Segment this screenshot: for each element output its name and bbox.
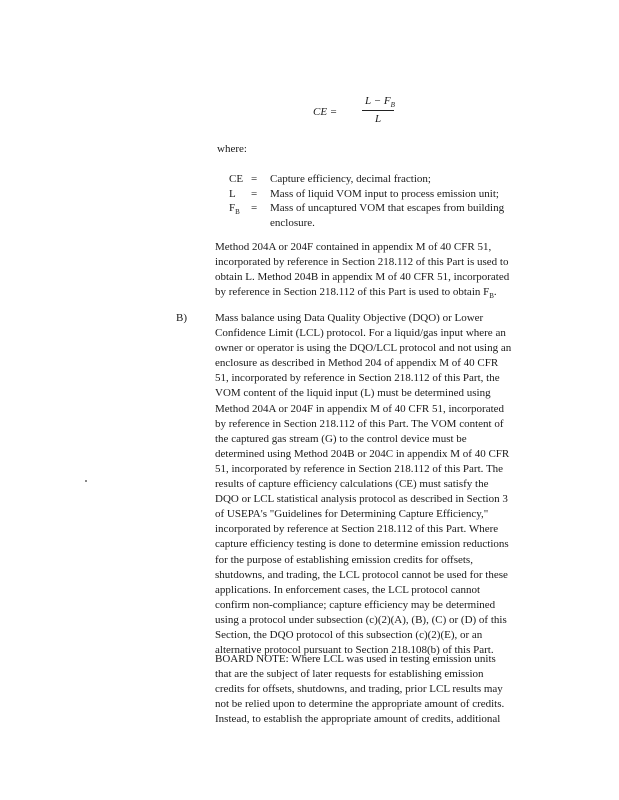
section-line: 51, incorporated by reference in Section 218.112 of this Part. The — [215, 462, 504, 475]
definition-text: Mass of uncaptured VOM that escapes from building — [270, 202, 505, 215]
definition-text: Capture efficiency, decimal fraction; — [270, 173, 431, 185]
definition-equals: = — [251, 187, 258, 200]
definition-symbol — [229, 201, 253, 220]
section-label: B) — [176, 312, 187, 324]
board-note-line: BOARD NOTE: Where LCL was used in testing emission units — [215, 653, 496, 665]
section-line: Mass balance using Data Quality Objective (DQO) or Lower — [215, 312, 484, 324]
section-line: owner or operator is using the DQO/LCL protocol and not using an — [215, 342, 512, 355]
definition-continuation: enclosure. — [270, 216, 315, 229]
section-line: by reference in Section 218.112 of this Part. The VOM content of — [215, 417, 504, 430]
definition-symbol-subscript: B — [235, 208, 240, 217]
fraction-bar — [362, 110, 394, 111]
section-line: DQO or LCL statistical analysis protocol as described in Section 3 — [215, 493, 508, 506]
section-line: capture efficiency testing is done to determine emission reductions — [215, 538, 509, 551]
scan-speck — [85, 480, 87, 482]
section-line: enclosure as described in Method 204 of appendix M of 40 CFR — [215, 357, 499, 370]
definition-symbol: CE — [229, 173, 244, 185]
board-note-line: Instead, to establish the appropriate amount of credits, additional — [215, 713, 501, 726]
method-line-last — [215, 285, 509, 300]
section-line: applications. In enforcement cases, the LCL protocol cannot — [215, 583, 481, 596]
method-paragraph — [215, 240, 509, 300]
method-line: by reference in Section 218.112 of this Part is used to obtain F — [215, 286, 490, 299]
section-line: Method 204A or 204F in appendix M of 40 CFR 51, incorporated — [215, 402, 505, 415]
board-note-line: not be relied upon to determine the appropriate amount of credits. — [215, 698, 505, 711]
section-line: for the purpose of establishing emission credits for offsets, — [215, 553, 473, 566]
section-line: shutdowns, and trading, the LCL protocol cannot be used for these — [215, 568, 508, 581]
board-note — [215, 652, 504, 727]
definition-equals: = — [251, 173, 258, 185]
section-line: VOM content of the liquid input (L) must be determined using — [215, 387, 491, 400]
capture-efficiency-equation — [313, 95, 443, 135]
section-line: incorporated by reference at Section 218.112 of this Part. Where — [215, 523, 499, 536]
equation-lhs: CE = — [313, 106, 338, 118]
definition-equals: = — [251, 202, 258, 215]
section-line: of USEPA's "Guidelines for Determining Capture Efficiency," — [215, 508, 489, 521]
method-line: incorporated by reference in Section 218.112 of this Part is used to — [215, 256, 509, 269]
section-line: using a protocol under subsection (c)(2)(A), (B), (C) or (D) of this — [215, 613, 507, 626]
section-line: determined using Method 204B or 204C in appendix M of 40 CFR — [215, 447, 510, 460]
equation-numerator-subscript: B — [390, 101, 395, 110]
section-line: Section, the DQO protocol of this subsection (c)(2)(E), or an — [215, 628, 483, 641]
method-line: Method 204A or 204F contained in appendix M of 40 CFR 51, — [215, 241, 492, 253]
definition-symbol: L — [229, 187, 236, 200]
section-line: Confidence Limit (LCL) protocol. For a liquid/gas input where an — [215, 327, 506, 340]
section-paragraph — [215, 311, 511, 658]
section-line: confirm non-compliance; capture efficiency may be determined — [215, 598, 496, 611]
section-line: alternative protocol pursuant to Section 218.108(b) of this Part. — [215, 644, 494, 657]
equation-numerator-text: L − F — [365, 95, 391, 107]
method-line: obtain L. Method 204B in appendix M of 40 CFR 51, incorporated — [215, 271, 510, 284]
definition-text: Mass of liquid VOM input to process emission unit; — [270, 187, 499, 200]
section-line: 51, incorporated by reference in Section 218.112 of this Part, the — [215, 372, 500, 385]
equation-denominator: L — [375, 113, 382, 125]
equation-numerator — [365, 95, 395, 109]
definition-symbol-base: F — [229, 202, 236, 215]
section-line: results of capture efficiency calculations (CE) must satisfy the — [215, 478, 489, 491]
section-line: the captured gas stream (G) to the control device must be — [215, 432, 467, 445]
board-note-line: that are the subject of later requests for establishing emission — [215, 668, 484, 681]
method-subscript: B — [489, 292, 494, 301]
board-note-line: credits for offsets, shutdowns, and trading, prior LCL results may — [215, 683, 503, 696]
where-label: where: — [217, 143, 247, 155]
method-tail: . — [493, 286, 497, 299]
